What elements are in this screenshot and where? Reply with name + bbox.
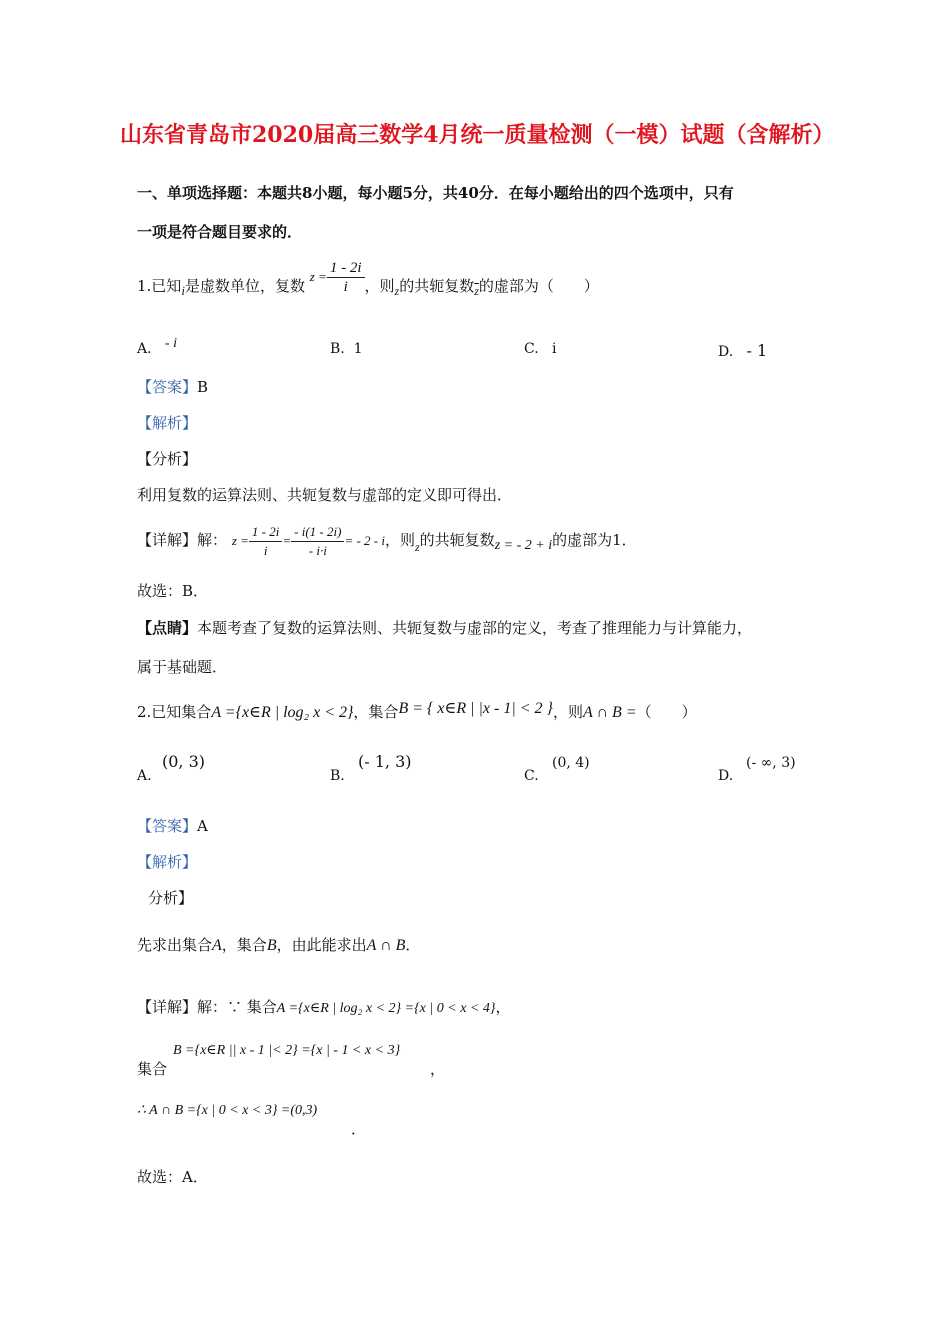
- q1-detail-b: ，则: [384, 531, 415, 549]
- q2-fenxi-d: ．: [405, 936, 421, 954]
- q1-option-c: C. i: [524, 341, 557, 357]
- q2-stem-d: （ ）: [636, 703, 697, 721]
- question-2-stem: [137, 690, 697, 735]
- q2-fenxi-tag: 分析】: [148, 889, 194, 907]
- q1-z: z: [394, 284, 400, 298]
- q2-detail-intersection-eq: ∴ A ∩ B ={x | 0 < x < 3} =(0,3): [137, 1103, 318, 1118]
- q1-detail-f1-num: 1 - 2i: [249, 523, 282, 542]
- q1-detail-fraction-1: [249, 523, 282, 560]
- q1-detail-fraction-2: [291, 523, 344, 560]
- q1-detail: [137, 516, 637, 566]
- q2-detail-b-label: 集合: [137, 1060, 168, 1078]
- q2-answer-tag: 【答案】: [137, 817, 198, 835]
- q1-detail-d: 的虚部为1．: [552, 531, 637, 549]
- q1-detail-z: z: [415, 540, 420, 554]
- q2-intersection: A ∩ B =: [582, 704, 637, 721]
- q2-detail-line1: [137, 996, 510, 1017]
- q2-stem-a: 2.已知集合: [137, 703, 212, 721]
- q1-stem-b: 是虚数单位，复数: [184, 277, 305, 295]
- q1-z-eq: z =: [309, 269, 327, 284]
- q2-detail-dot: ．: [351, 1120, 367, 1138]
- q2-option-a-label: A.: [137, 768, 152, 784]
- q2-fenxi-text: [137, 934, 420, 955]
- q2-detail-set-a-eq: A ={x∈R | log₂ x < 2} ={x | 0 < x < 4}: [276, 1001, 496, 1016]
- q2-set-b: B = { x∈R | |x - 1| < 2 }: [398, 700, 553, 717]
- q1-comment-tag: 【点睛】: [137, 619, 198, 637]
- q1-option-a-value: - i: [164, 336, 177, 351]
- q1-detail-eq1: z =: [231, 533, 249, 548]
- q2-conclusion: 故选：A．: [137, 1168, 208, 1186]
- q1-detail-eq2: =: [282, 533, 292, 548]
- q2-option-d-value: (- ∞, 3): [746, 755, 796, 771]
- q1-stem-a: 1.已知: [137, 277, 182, 295]
- q1-detail-f1-den: i: [263, 542, 268, 558]
- q1-detail-c: 的共轭复数: [419, 531, 495, 549]
- q2-detail-a: 解：∵ 集合: [197, 998, 277, 1016]
- q2-option-c-value: (0, 4): [552, 755, 590, 771]
- q1-conclusion: 故选：B．: [137, 582, 209, 600]
- q1-option-d: D. - 1: [718, 341, 768, 360]
- q2-fenxi-set-b: B: [266, 937, 277, 954]
- q1-option-a: A. - i: [137, 336, 177, 357]
- q2-fenxi-a: 先求出集合: [137, 936, 213, 954]
- q1-stem-c: ，则: [364, 277, 395, 295]
- q2-fenxi-intersection: A ∩ B: [366, 937, 406, 954]
- q2-fenxi-c: ，由此能求出: [276, 936, 367, 954]
- q2-detail-set-b-eq: B ={x∈R || x - 1 |< 2} ={x | - 1 < x < 3}: [173, 1043, 401, 1058]
- q2-detail-comma: ，: [495, 998, 511, 1016]
- q1-detail-tag: 【详解】: [137, 531, 198, 549]
- q2-option-b-value: (- 1, 3): [358, 752, 412, 771]
- page-title: 山东省青岛市2020届高三数学4月统一质量检测（一模）试题（含解析）: [120, 122, 835, 148]
- q2-answer: [137, 815, 208, 836]
- q2-set-a: A ={x∈R | log₂ x < 2}: [211, 704, 354, 721]
- section-heading-line2: 一项是符合题目要求的．: [137, 223, 303, 241]
- q2-option-c-label: C.: [524, 768, 539, 784]
- q1-answer-value: B: [197, 378, 209, 396]
- question-1-stem: [137, 256, 599, 317]
- q1-stem-e: 的虚部为（ ）: [478, 277, 599, 295]
- q1-fenxi-tag: 【分析】: [137, 450, 198, 468]
- q1-fraction: [327, 259, 365, 296]
- q2-fenxi-set-a: A: [212, 937, 222, 954]
- q1-detail-eq3: = - 2 - i: [344, 533, 385, 548]
- section-heading-line1: 一、单项选择题：本题共8小题，每小题5分，共40分．在每小题给出的四个选项中，只有: [137, 184, 734, 202]
- q2-analysis-tag: 【解析】: [137, 853, 198, 871]
- q1-zbar: z: [474, 284, 479, 298]
- q1-option-d-value: - 1: [746, 341, 768, 360]
- q1-stem-d: 的共轭复数: [399, 277, 475, 295]
- q1-imaginary-unit: i: [181, 283, 185, 298]
- q1-detail-f2-num: - i(1 - 2i): [291, 523, 344, 542]
- q1-comment-line2: 属于基础题．: [137, 658, 228, 676]
- q1-fraction-numerator: 1 - 2i: [327, 259, 365, 278]
- q1-option-c-value: i: [552, 341, 557, 357]
- q2-option-a-value: (0, 3): [162, 752, 206, 771]
- q1-option-b: B. 1: [330, 341, 363, 357]
- q1-detail-f2-den: - i·i: [308, 542, 327, 558]
- q1-detail-zbar-eq: z = - 2 + i: [494, 538, 553, 553]
- q1-detail-a: 解：: [197, 531, 228, 549]
- q2-stem-c: ，则: [552, 703, 583, 721]
- q2-detail-tag: 【详解】: [137, 998, 198, 1016]
- q1-fraction-denominator: i: [343, 278, 348, 295]
- q1-answer-tag: 【答案】: [137, 378, 198, 396]
- q2-answer-value: A: [197, 817, 208, 835]
- q2-option-d-label: D.: [718, 768, 734, 784]
- q1-answer: [137, 376, 208, 397]
- q1-fenxi-text: 利用复数的运算法则、共轭复数与虚部的定义即可得出．: [137, 486, 513, 504]
- q1-comment-line1: [137, 617, 752, 638]
- q1-analysis-tag: 【解析】: [137, 414, 198, 432]
- q1-comment-text: 本题考查了复数的运算法则、共轭复数与虚部的定义，考查了推理能力与计算能力，: [197, 619, 753, 637]
- q2-fenxi-b: ，集合: [221, 936, 267, 954]
- q1-option-b-value: 1: [353, 341, 363, 357]
- q2-stem-b: ，集合: [353, 703, 399, 721]
- q2-option-b-label: B.: [330, 768, 345, 784]
- q2-detail-b-comma: ，: [430, 1060, 446, 1078]
